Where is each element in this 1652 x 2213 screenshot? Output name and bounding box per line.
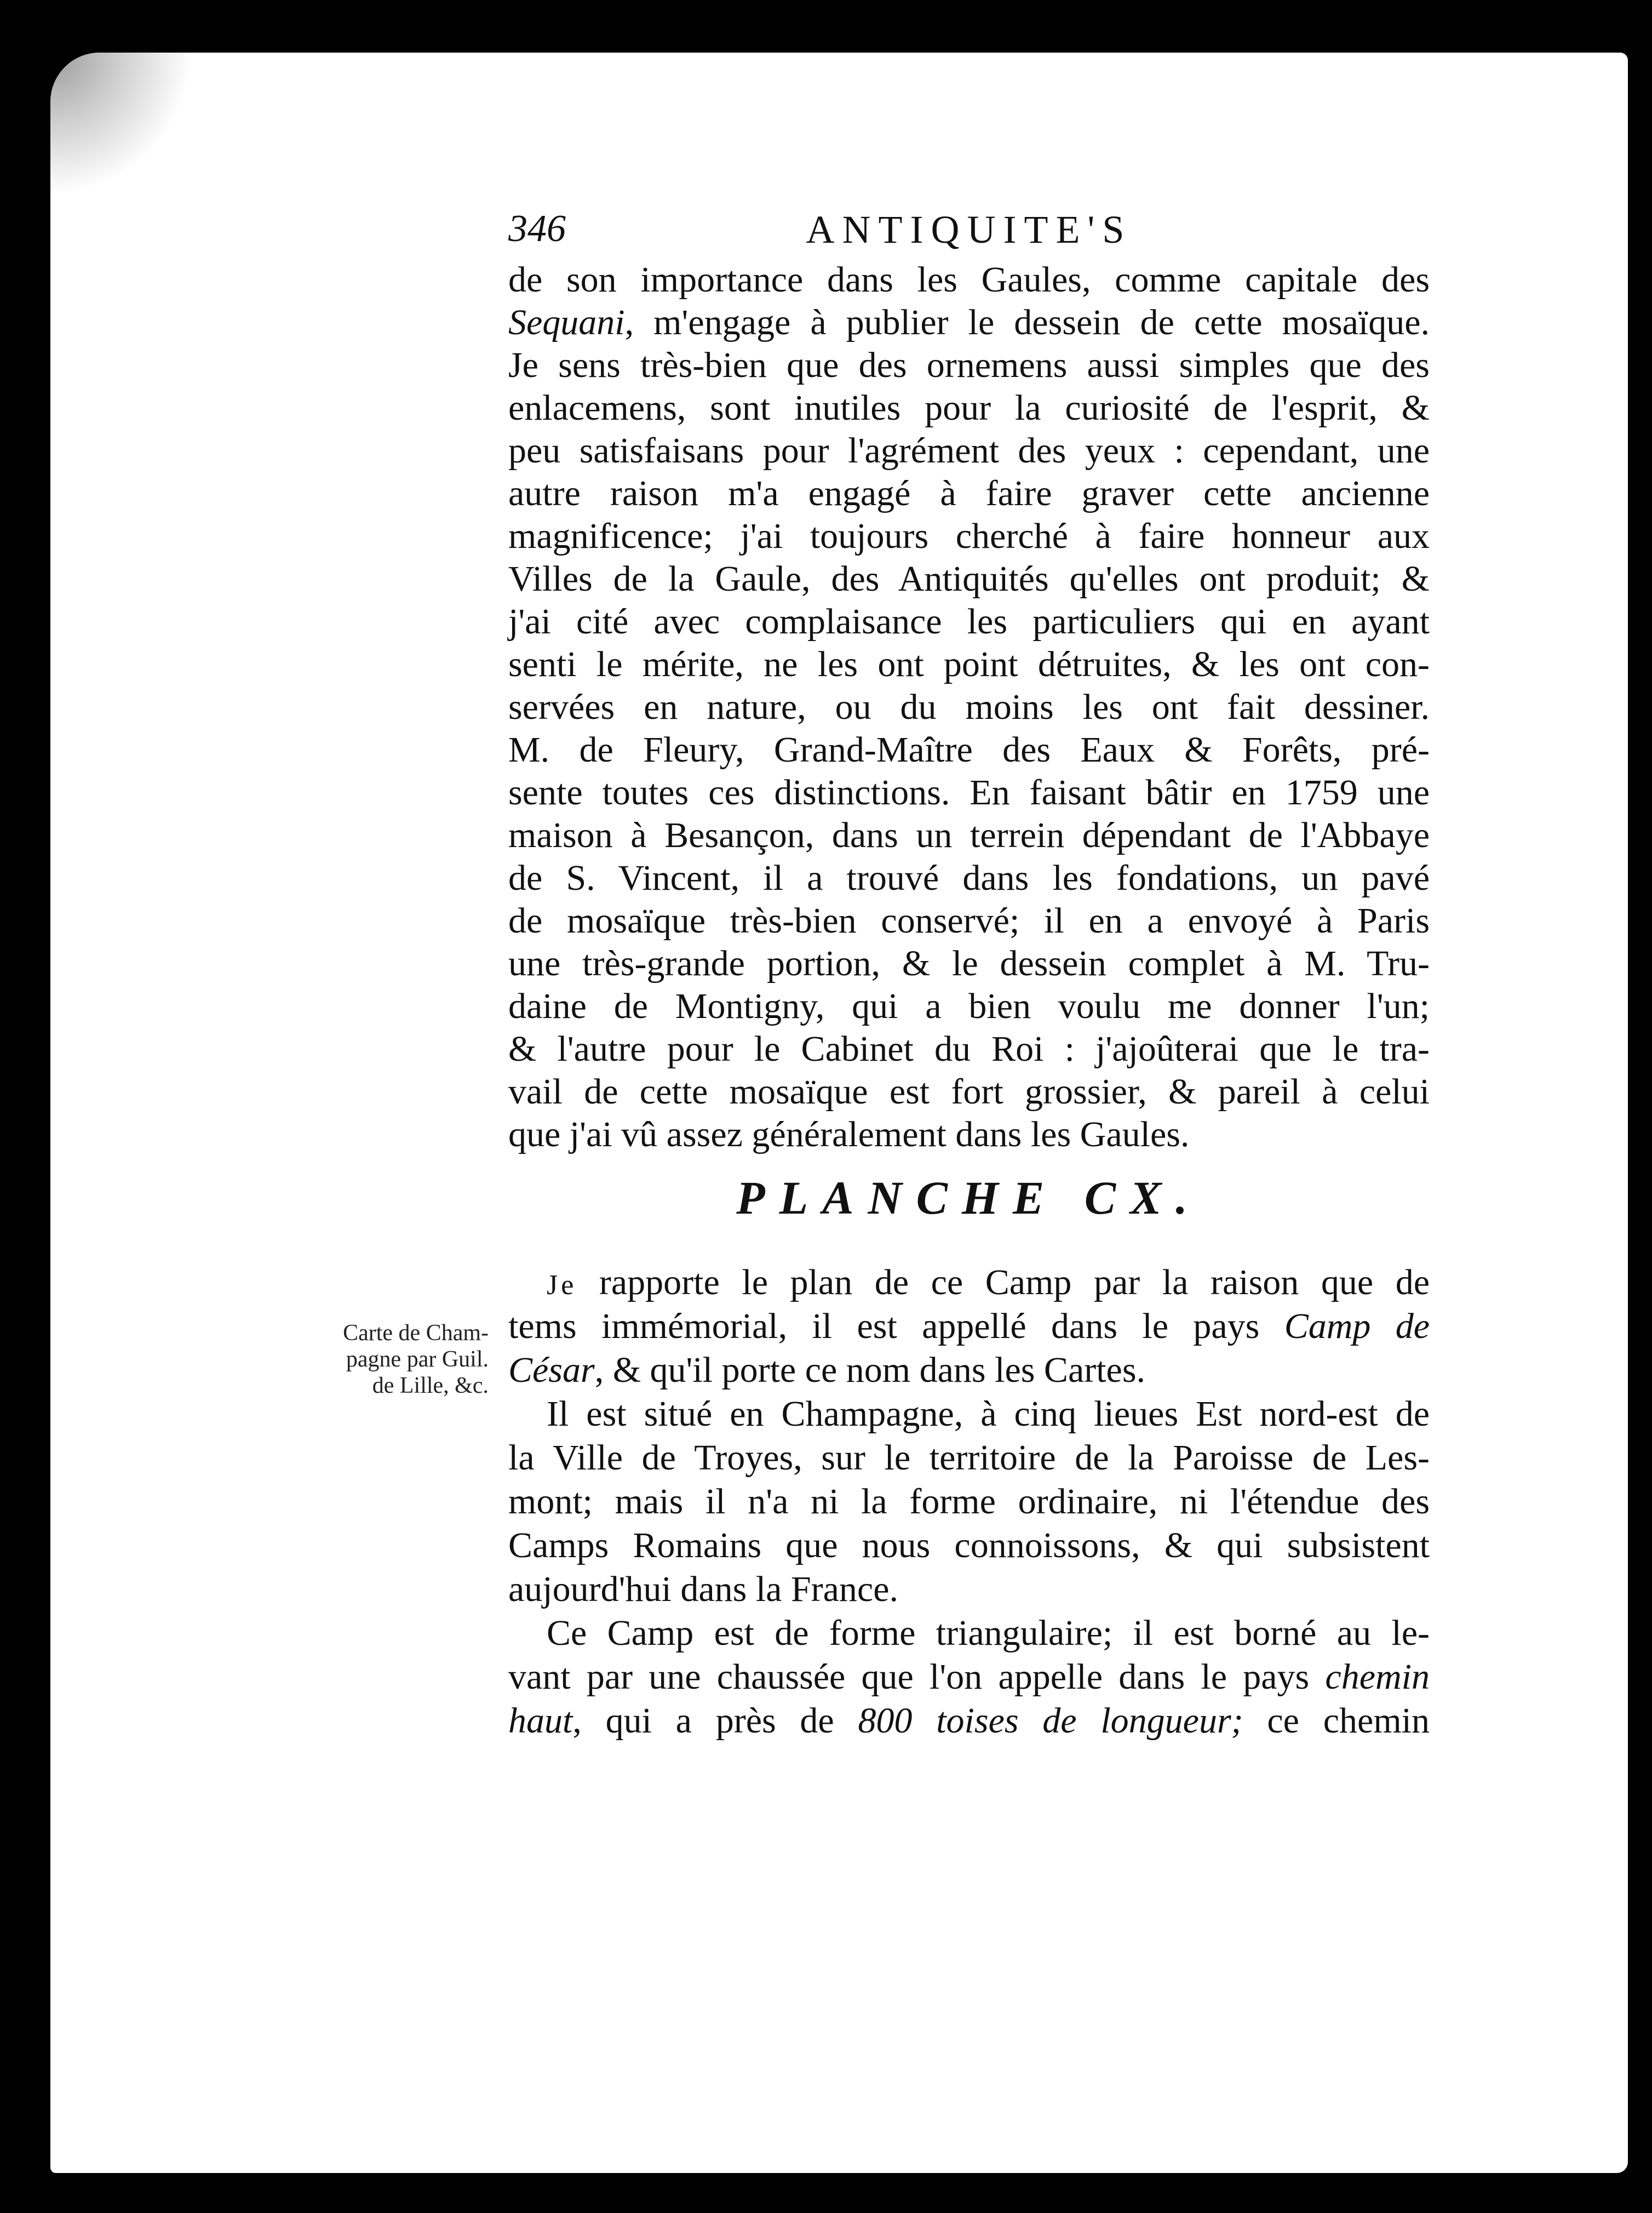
text-line: peu satisfaisans pour l'agrément des yeux : cependant, une	[508, 431, 1430, 471]
text-line: M. de Fleury, Grand-Maître des Eaux & Forêts, pré-	[508, 730, 1430, 770]
text-line: aujourd'hui dans la France.	[508, 1569, 899, 1609]
text-line: de son importance dans les Gaules, comme capitale des	[508, 260, 1430, 300]
text-line: vail de cette mosaïque est fort grossier, & pareil à celui	[508, 1072, 1430, 1112]
text-line: daine de Montigny, qui a bien voulu me donner l'un;	[508, 986, 1430, 1026]
running-title: ANTIQUITE'S	[806, 208, 1132, 251]
book-page	[50, 53, 1628, 2173]
running-head	[508, 207, 1430, 251]
text-line: haut, qui a près de 800 toises de longueur; ce chemin	[508, 1701, 1430, 1741]
text-line: Camps Romains que nous connoissons, & qui subsistent	[508, 1525, 1430, 1565]
margin-note-line: Carte de Cham-	[343, 1320, 489, 1346]
text-line: senti le mérite, ne les ont point détruites, & les ont con-	[508, 644, 1430, 684]
text-line: autre raison m'a engagé à faire graver cette ancienne	[508, 473, 1430, 513]
section-heading: PLANCHE CX.	[736, 1171, 1202, 1224]
text-line: servées en nature, ou du moins les ont fait dessiner.	[508, 687, 1430, 727]
text-line: maison à Besançon, dans un terrein dépendant de l'Abbaye	[508, 815, 1430, 855]
text-line: César, & qu'il porte ce nom dans les Cartes.	[508, 1350, 1146, 1390]
text-line: Villes de la Gaule, des Antiquités qu'elles ont produit; &	[508, 559, 1430, 599]
text-line: Il est situé en Champagne, à cinq lieues Est nord-est de	[547, 1394, 1430, 1434]
line-rest: , m'engage à publier le dessein de cette mosaïque.	[624, 302, 1430, 342]
sequani-word: Sequani	[508, 302, 625, 342]
text-line: vant par une chaussée que l'on appelle dans le pays chemin	[508, 1657, 1430, 1697]
text-line: la Ville de Troyes, sur le territoire de la Paroisse de Les-	[508, 1438, 1430, 1478]
text-line: Je sens très-bien que des ornemens aussi simples que des	[508, 345, 1430, 385]
text-line: de S. Vincent, il a trouvé dans les fondations, un pavé	[508, 858, 1430, 898]
drop-initial: Je	[547, 1270, 577, 1301]
text-line: mont; mais il n'a ni la forme ordinaire, ni l'étendue des	[508, 1482, 1430, 1522]
margin-note-line: pagne par Guil.	[346, 1347, 489, 1372]
text-line: Ce Camp est de forme triangulaire; il est borné au le-	[547, 1613, 1430, 1653]
text-line: de mosaïque très-bien conservé; il en a envoyé à Paris	[508, 901, 1430, 941]
margin-note-line: de Lille, &c.	[372, 1373, 489, 1398]
text-line	[508, 302, 1430, 342]
text-line: & l'autre pour le Cabinet du Roi : j'ajoûterai que le tra-	[508, 1029, 1430, 1069]
text-line: une très-grande portion, & le dessein complet à M. Tru-	[508, 943, 1430, 983]
text-line: Je rapporte le plan de ce Camp par la raison que de	[547, 1262, 1430, 1302]
text-line: enlacemens, sont inutiles pour la curiosité de l'esprit, &	[508, 388, 1430, 428]
page-corner-wear	[50, 53, 193, 195]
text-line: magnificence; j'ai toujours cherché à faire honneur aux	[508, 516, 1430, 556]
text-line: tems immémorial, il est appellé dans le pays Camp de	[508, 1306, 1430, 1346]
page-number: 346	[508, 208, 566, 250]
text-line: j'ai cité avec complaisance les particuliers qui en ayant	[508, 602, 1430, 642]
text-line: sente toutes ces distinctions. En faisant bâtir en 1759 une	[508, 773, 1430, 813]
text-line: que j'ai vû assez généralement dans les Gaules.	[508, 1114, 1190, 1154]
